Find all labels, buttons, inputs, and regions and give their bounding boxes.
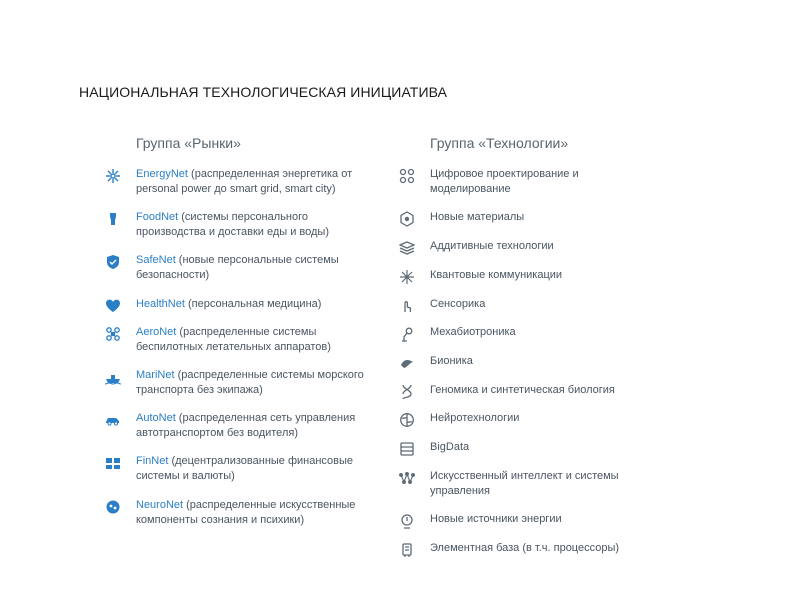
list-item	[398, 210, 688, 225]
robot-arm-icon	[398, 325, 416, 343]
market-desc: автотранспортом без водителя)	[136, 427, 298, 439]
market-name: EnergyNet	[136, 168, 188, 180]
tech-label: Бионика	[430, 355, 473, 367]
list-item	[398, 383, 688, 398]
market-name: FoodNet	[136, 211, 179, 223]
car-icon	[104, 411, 122, 429]
list-item	[104, 297, 394, 312]
market-name: AeroNet	[136, 326, 177, 338]
market-desc: производства и доставки еды и воды)	[136, 226, 329, 238]
tech-label: Аддитивные технологии	[430, 240, 554, 252]
finance-icon	[104, 454, 122, 472]
market-name: SafeNet	[136, 254, 176, 266]
technologies-column	[398, 135, 688, 554]
power-icon	[398, 512, 416, 530]
tech-label: Сенсорика	[430, 298, 486, 310]
tech-label: Элементная база (в т.ч. процессоры)	[430, 542, 620, 554]
market-desc: транспорта без экипажа)	[136, 384, 263, 396]
heart-icon	[104, 297, 122, 315]
market-name: FinNet	[136, 455, 169, 467]
market-desc: (системы персонального	[178, 211, 308, 223]
list-item	[398, 440, 688, 455]
market-desc: компоненты сознания и психики)	[136, 514, 305, 526]
list-item	[104, 210, 394, 240]
list-item	[398, 268, 688, 283]
market-desc: (децентрализованные финансовые	[168, 455, 354, 467]
chip-icon	[398, 541, 416, 559]
list-item	[104, 368, 394, 398]
list-item	[104, 454, 394, 484]
market-name: AutoNet	[136, 412, 176, 424]
technologies-heading: Группа «Технологии»	[430, 135, 569, 151]
list-item	[398, 297, 688, 312]
touch-icon	[398, 297, 416, 315]
materials-icon	[398, 210, 416, 228]
list-item	[104, 325, 394, 355]
list-item	[398, 354, 688, 369]
market-name: NeuroNet	[136, 499, 184, 511]
tech-label: Искусственный интеллект и системы	[430, 470, 619, 482]
brain-icon	[398, 411, 416, 429]
neuro-icon	[104, 498, 122, 516]
list-item	[104, 411, 394, 441]
list-item	[398, 325, 688, 340]
dna-icon	[398, 383, 416, 401]
ship-icon	[104, 368, 122, 386]
tech-label: управления	[430, 485, 490, 497]
database-icon	[398, 440, 416, 458]
market-desc: (распределенные искусственные	[183, 499, 356, 511]
tech-label: Новые материалы	[430, 211, 525, 223]
modeling-icon	[398, 167, 416, 185]
market-desc: системы и валюты)	[136, 470, 235, 482]
tech-label: моделирование	[430, 183, 511, 195]
layers-icon	[398, 239, 416, 257]
market-name: MariNet	[136, 369, 175, 381]
list-item	[104, 253, 394, 283]
list-item	[398, 411, 688, 426]
tech-label: Геномика и синтетическая биология	[430, 384, 615, 396]
list-item	[398, 239, 688, 254]
page-title: НАЦИОНАЛЬНАЯ ТЕХНОЛОГИЧЕСКАЯ ИНИЦИАТИВА	[79, 84, 448, 100]
list-item	[104, 498, 394, 528]
tech-label: Новые источники энергии	[430, 513, 562, 525]
market-desc: безопасности)	[136, 269, 210, 281]
tech-label: Мехабиотроника	[430, 326, 516, 338]
market-desc: (распределенная сеть управления	[175, 412, 356, 424]
tech-label: BigData	[430, 441, 470, 453]
market-name: HealthNet	[136, 298, 185, 310]
list-item	[398, 469, 688, 499]
market-desc: (распределенные системы морского	[174, 369, 364, 381]
tech-label: Нейротехнологии	[430, 412, 520, 424]
list-item	[398, 512, 688, 527]
tech-label: Цифровое проектирование и	[430, 168, 579, 180]
market-desc: personal power до smart grid, smart city)	[136, 183, 336, 195]
markets-heading: Группа «Рынки»	[136, 135, 241, 151]
market-desc: (распределенные системы	[176, 326, 317, 338]
tech-label: Квантовые коммуникации	[430, 269, 563, 281]
list-item	[398, 541, 688, 556]
market-desc: беспилотных летательных аппаратов)	[136, 341, 331, 353]
drone-icon	[104, 325, 122, 343]
network-icon	[398, 469, 416, 487]
food-icon	[104, 210, 122, 228]
energy-icon	[104, 167, 122, 185]
market-desc: (новые персональные системы	[175, 254, 339, 266]
market-desc: (персональная медицина)	[184, 298, 322, 310]
market-desc: (распределенная энергетика от	[187, 168, 353, 180]
shield-icon	[104, 253, 122, 271]
list-item	[104, 167, 394, 197]
quantum-icon	[398, 268, 416, 286]
bionics-icon	[398, 354, 416, 372]
list-item	[398, 167, 688, 197]
markets-column	[104, 135, 394, 526]
